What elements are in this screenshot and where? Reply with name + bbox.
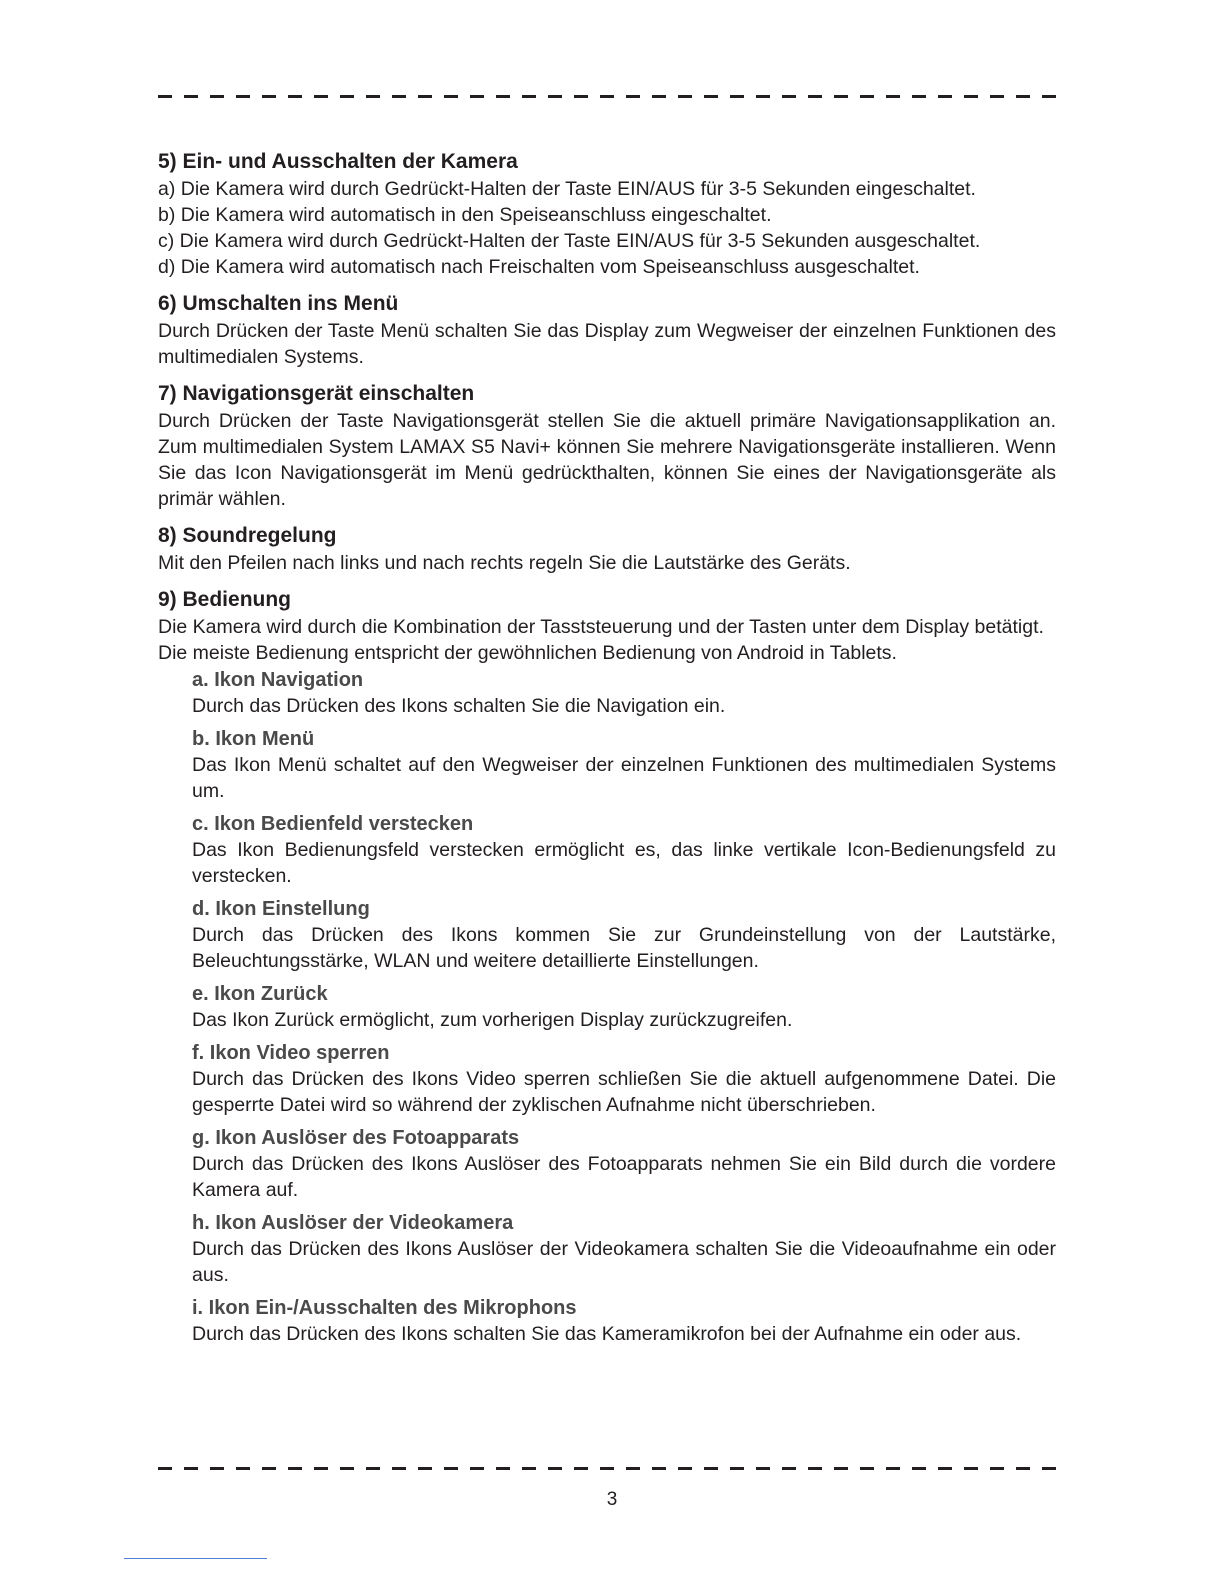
subsection-text: Durch das Drücken des Ikons schalten Sie die Navigation ein. [192,695,726,717]
document-body [158,148,1056,1354]
subsection-text: Durch das Drücken des Ikons Video sperren schließen Sie die aktuell aufgenommene Datei. Die gesperrte Datei wird so während der zyklischen Aufnahme nicht überschrieben. [192,1068,1056,1116]
footnote-line [124,1558,267,1559]
subsection-heading: c. Ikon Bedienfeld verstecken [192,813,474,835]
section-text: Die Kamera wird durch die Kombination der Tasststeuerung und der Tasten unter dem Display betätigt. Die meiste Bedienung entspricht der gewöhnlichen Bedienung von Android in Tablets. [158,616,1044,664]
subsection-navigation-icon [192,667,1056,719]
subsection-heading: h. Ikon Auslöser der Videokamera [192,1212,514,1234]
section-power [158,148,1056,280]
subsection-hide-panel-icon [192,811,1056,889]
top-dashed-divider [158,95,1058,98]
list-item: d) Die Kamera wird automatisch nach Freischalten vom Speiseanschluss ausgeschaltet. [158,256,920,278]
section-menu [158,290,1056,370]
subsection-heading: d. Ikon Einstellung [192,898,370,920]
page-number: 3 [606,1489,618,1510]
section-heading: 8) Soundregelung [158,524,337,547]
subsection-text: Durch das Drücken des Ikons Auslöser des Fotoapparats nehmen Sie ein Bild durch die vordere Kamera auf. [192,1153,1056,1201]
subsection-photo-shutter-icon [192,1125,1056,1203]
subsection-video-shutter-icon [192,1210,1056,1288]
subsection-heading: g. Ikon Auslöser des Fotoapparats [192,1127,520,1149]
subsection-text: Durch das Drücken des Ikons schalten Sie das Kameramikrofon bei der Aufnahme ein oder aus. [192,1323,1022,1345]
subsection-lock-video-icon [192,1040,1056,1118]
subsection-text: Das Ikon Bedienungsfeld verstecken ermöglicht es, das linke vertikale Icon-Bedienungsfeld zu verstecken. [192,839,1056,887]
subsection-heading: i. Ikon Ein-/Ausschalten des Mikrophons [192,1297,577,1319]
subsection-text: Durch das Drücken des Ikons Auslöser der Videokamera schalten Sie die Videoaufnahme ein oder aus. [192,1238,1056,1286]
section-heading: 6) Umschalten ins Menü [158,292,399,315]
subsection-microphone-icon [192,1295,1056,1347]
section-text: Mit den Pfeilen nach links und nach rechts regeln Sie die Lautstärke des Geräts. [158,552,851,574]
subsection-settings-icon [192,896,1056,974]
list-item: a) Die Kamera wird durch Gedrückt-Halten der Taste EIN/AUS für 3-5 Sekunden eingeschaltet. [158,178,976,200]
section-text: Durch Drücken der Taste Navigationsgerät stellen Sie die aktuell primäre Navigationsapplikation an. Zum multimedialen System LAMAX S5 Navi+ können Sie mehrere Navigationsgeräte installieren. Wenn Sie das Icon Navigationsgerät im Menü gedrückthalten, können Sie eines der Navigationsgeräte als primär wählen. [158,410,1056,510]
subsection-text: Durch das Drücken des Ikons kommen Sie zur Grundeinstellung von der Lautstärke, Beleuchtungsstärke, WLAN und weitere detaillierte Einstellungen. [192,924,1056,972]
list-item: c) Die Kamera wird durch Gedrückt-Halten der Taste EIN/AUS für 3-5 Sekunden ausgeschaltet. [158,230,981,252]
section-text: Durch Drücken der Taste Menü schalten Sie das Display zum Wegweiser der einzelnen Funktionen des multimedialen Systems. [158,320,1056,368]
list-item: b) Die Kamera wird automatisch in den Speiseanschluss eingeschaltet. [158,204,772,226]
bottom-dashed-divider [158,1467,1058,1470]
subsection-text: Das Ikon Menü schaltet auf den Wegweiser der einzelnen Funktionen des multimedialen Systems um. [192,754,1056,802]
section-heading: 7) Navigationsgerät einschalten [158,382,475,405]
subsection-heading: e. Ikon Zurück [192,983,328,1005]
section-heading: 5) Ein- und Ausschalten der Kamera [158,150,518,173]
icon-list [158,667,1056,1347]
subsection-heading: b. Ikon Menü [192,728,315,750]
subsection-text: Das Ikon Zurück ermöglicht, zum vorherigen Display zurückzugreifen. [192,1009,793,1031]
subsection-menu-icon [192,726,1056,804]
section-operation [158,586,1056,1347]
section-heading: 9) Bedienung [158,588,292,611]
section-navigation [158,380,1056,512]
section-sound [158,522,1056,576]
subsection-heading: f. Ikon Video sperren [192,1042,390,1064]
subsection-back-icon [192,981,1056,1033]
subsection-heading: a. Ikon Navigation [192,669,364,691]
